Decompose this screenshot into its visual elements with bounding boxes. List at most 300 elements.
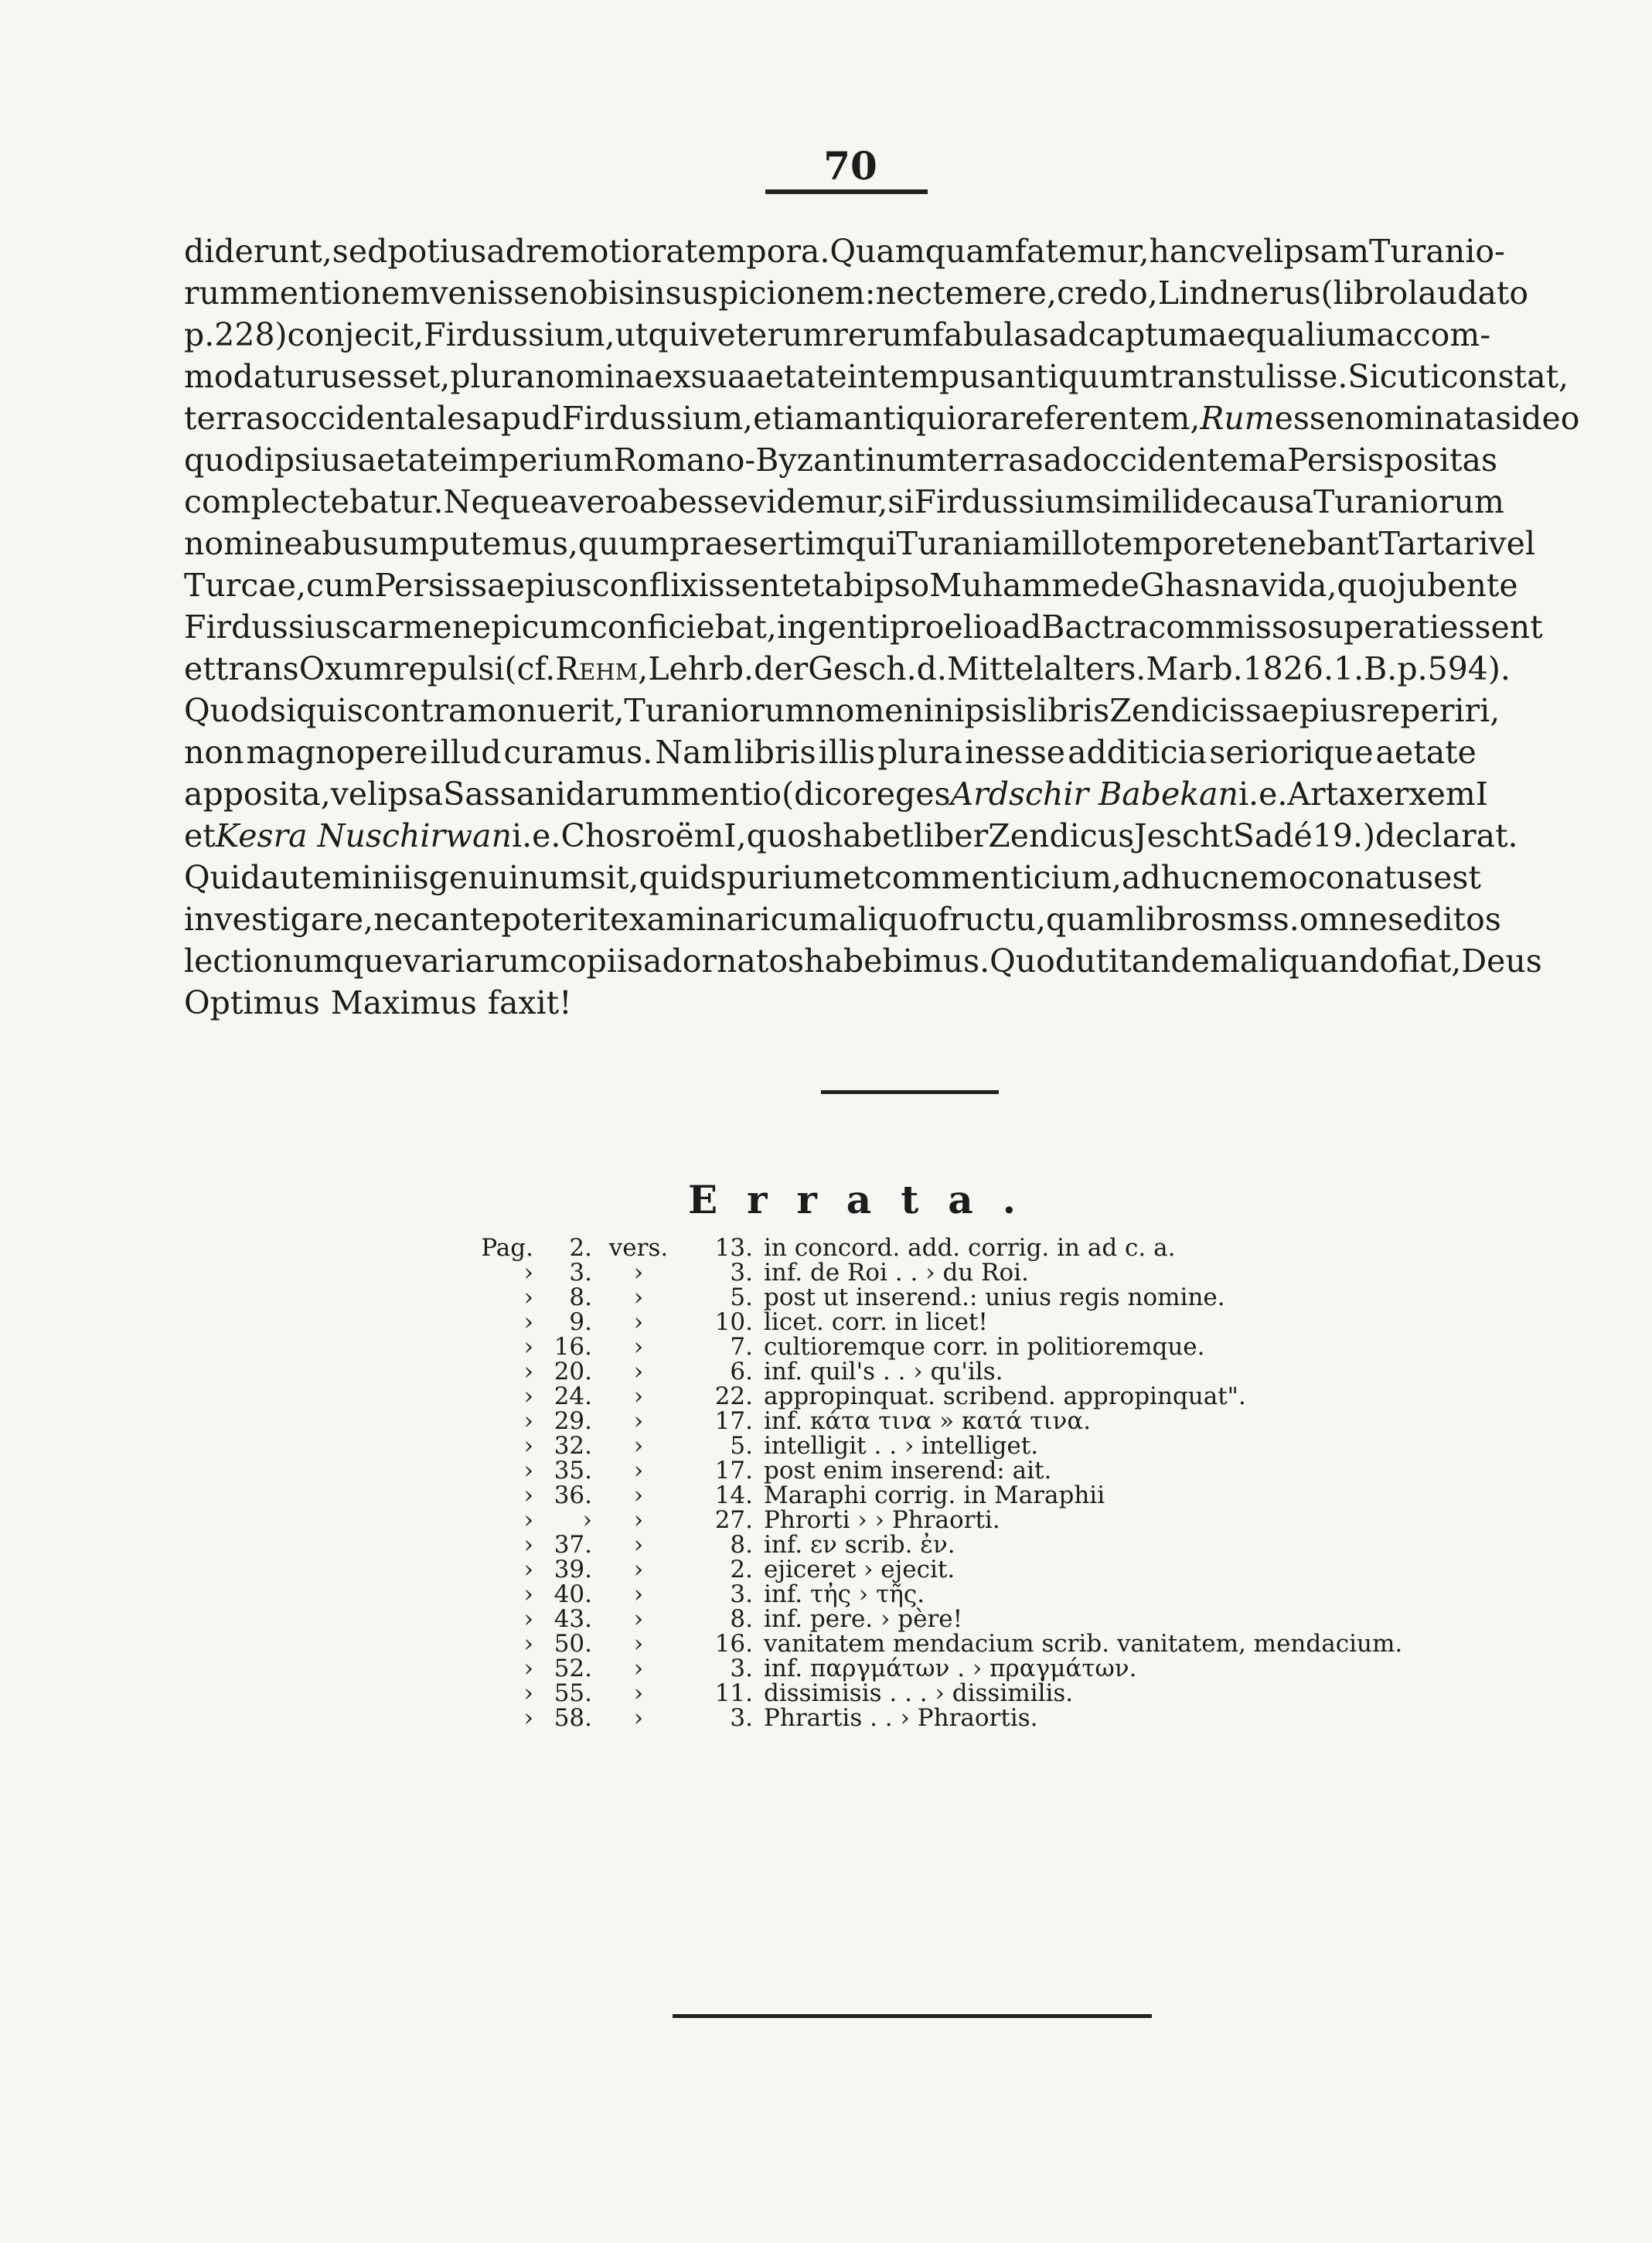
errata-row [441,1532,1402,1557]
errata-correction: intelligit . . › intelliget. [764,1432,1039,1460]
errata-page-label: › [523,1580,533,1608]
word: Tartari [1378,525,1489,562]
errata-verse-label: › [633,1283,644,1311]
errata-line-number: 3. [730,1704,753,1732]
errata-verse-label: › [633,1308,644,1336]
errata-page-number: 52. [554,1655,592,1682]
word: vel [330,776,378,813]
errata-page-number: 9. [569,1308,592,1336]
text-line [184,606,1543,648]
word: modaturus [184,358,358,395]
errata-correction: Phrorti › › Phraorti. [764,1506,1000,1534]
errata-verse-label: › [633,1457,644,1485]
errata-page-number: 35. [554,1457,592,1485]
word: quos [746,817,823,854]
errata-row [441,1631,1402,1656]
errata-verse-label: › [633,1679,644,1707]
word: qui [845,525,897,562]
errata-page-number: 58. [554,1704,592,1732]
text-line [184,439,1497,481]
word: iis [392,859,429,896]
word: terras [184,400,281,437]
errata-row [441,1236,1402,1260]
word: nec [373,901,431,938]
word: etiam [753,400,844,437]
word: der [754,650,809,687]
word: uti [1075,943,1119,980]
errata-verse-label: › [633,1531,644,1559]
word: Turaniorum [624,692,816,729]
word: liber [913,817,989,854]
word: 1. [1334,650,1364,687]
word: quis [296,692,363,729]
word: terras [946,441,1044,479]
word: conflixissent [591,567,793,604]
word: occidentem [1082,441,1269,479]
word: quod [184,441,264,479]
word: adornatos [643,943,805,980]
errata-correction: inf. κάτα τινα » κατά τινα. [764,1407,1092,1435]
word: fructu, [937,901,1046,938]
word: nomina [535,358,655,395]
word: Chosroëm [560,817,724,854]
errata-row [441,1384,1402,1409]
word: 19.) [1312,817,1375,854]
errata-page-label: › [523,1407,533,1435]
errata-correction: inf. τἠς › τῆς. [764,1580,925,1608]
word: spurium [710,859,843,896]
errata-row [441,1260,1402,1285]
errata-verse-label: › [633,1580,644,1608]
word: Sicuti [1347,358,1441,395]
word: quid [639,859,710,896]
word: carmen [351,608,473,646]
errata-correction: post ut inserend.: unius regis nomine. [764,1283,1225,1311]
word: seriorique [1209,734,1374,771]
errata-page-number: 3. [569,1259,592,1287]
errata-page-label: › [523,1630,533,1658]
errata-row [441,1409,1402,1433]
word: credo, [1056,274,1158,312]
word: (cf. [504,650,556,687]
word: superati [1306,608,1440,646]
word: vero [568,483,639,520]
errata-page-label: › [523,1333,533,1361]
word: transtulisse. [1149,358,1348,395]
errata-heading: Errata. [688,1177,1046,1222]
word: ingenti [776,608,890,646]
word: in [361,859,393,896]
word: copiis [549,943,644,980]
errata-page-number: 20. [554,1358,592,1386]
word: Firdussium, [561,400,754,437]
word: Quod [989,943,1076,980]
word: potius [387,233,487,270]
errata-line-number: 2. [730,1556,753,1583]
word: ipsam [1273,233,1370,270]
word: ex [654,358,691,395]
text-line [184,523,1536,564]
word: Lehrb. [648,650,754,687]
word: I, [724,817,747,854]
word: habet [823,817,914,854]
text-line [184,815,1518,857]
errata-row [441,1706,1402,1730]
errata-row [441,1656,1402,1681]
word: remotiora [526,233,685,270]
word: aetate [357,441,458,479]
word: reges [861,776,951,813]
word: occidentales [281,400,482,437]
errata-page-number: › [582,1506,592,1534]
errata-page-number: 2. [569,1234,592,1262]
errata-page-label: › [523,1679,533,1707]
word: Persis [374,567,472,604]
errata-line-number: 6. [730,1358,753,1386]
errata-page-label: › [523,1531,533,1559]
errata-correction: vanitatem mendacium scrib. vanitatem, mendacium. [764,1630,1403,1658]
word: Turaniam [896,525,1052,562]
word: si [887,483,915,520]
word: veterum [699,316,833,353]
word: simili [1095,483,1183,520]
word: reperiri, [1366,692,1500,729]
word: sua [690,358,747,395]
word: inesse [964,734,1066,771]
errata-line-number: 27. [714,1506,753,1534]
text-line [184,731,1477,773]
word: Nam [655,734,732,771]
word: aetate [1375,734,1477,771]
word: faxit! [487,984,572,1021]
text-line [184,481,1504,523]
errata-page-label: › [523,1382,533,1410]
errata-verse-label: › [633,1655,644,1682]
word: in [846,358,878,395]
word: additicia [1068,734,1207,771]
errata-correction: inf. εν scrib. ἐν. [764,1531,955,1559]
word: conficiebat, [589,608,777,646]
word: Jescht [1134,817,1233,854]
errata-correction: inf. pere. › père! [764,1605,963,1633]
word: Quamquam [829,233,1015,270]
page-number-rule [765,189,928,194]
word: (libro [1320,274,1408,312]
errata-page-number: 50. [554,1630,592,1658]
word: Persis [1287,441,1384,479]
word: p. [1397,650,1428,687]
errata-line-number: 3. [730,1655,753,1682]
errata-verse-label: › [633,1605,644,1633]
word: Zendicus [988,817,1135,854]
word: fatemur, [1014,233,1150,270]
word: temere, [932,274,1057,312]
errata-verse-label: › [633,1432,644,1460]
word: Ghasnavida, [1139,567,1337,604]
errata-row [441,1433,1402,1458]
bottom-divider [673,2014,1152,2018]
word: Quodsi [184,692,297,729]
word: i. [512,817,533,854]
word: Oxum [298,650,393,687]
word: Zendicis [1109,692,1245,729]
word: sit, [589,859,639,896]
errata-line-number: 3. [730,1259,753,1287]
word: quam [1045,901,1136,938]
errata-page-number: 40. [554,1580,592,1608]
word: in [923,692,955,729]
word: esset, [357,358,451,395]
errata-correction: cultioremque corr. in politioremque. [764,1333,1205,1361]
word: et [184,817,216,854]
errata-line-number: 8. [730,1605,753,1633]
errata-correction: inf. de Roi . . › du Roi. [764,1259,1029,1287]
word: fabulas [932,316,1049,353]
word: monuerit, [467,692,625,729]
errata-row [441,1335,1402,1359]
errata-line-number: 22. [714,1382,753,1410]
errata-verse-label: › [633,1481,644,1509]
errata-page-number: 55. [554,1679,592,1707]
section-divider [821,1090,999,1094]
word: p. [184,316,215,353]
word: Firdussius [184,608,352,646]
word: complectebatur. [184,483,444,520]
errata-page-label: › [523,1358,533,1386]
errata-row [441,1458,1402,1483]
word: genuinum [428,859,590,896]
errata-correction: licet. corr. in licet! [764,1308,988,1336]
word: essent [1439,608,1543,646]
word: d. [916,650,947,687]
text-line [184,648,1511,690]
word: constat, [1440,358,1569,395]
errata-correction: inf. quil's . . › qu'ils. [764,1358,1003,1386]
word: Ardschir Babekan [950,776,1238,813]
word: diderunt, [184,233,332,270]
word: commisso [1148,608,1307,646]
word: epicum [472,608,590,646]
errata-line-number: 5. [730,1283,753,1311]
page-number: 70 [823,143,877,189]
errata-correction: ejiceret › ejecit. [764,1556,955,1583]
word: in [635,274,666,312]
word: nominatas [1344,400,1512,437]
errata-verse-label: › [633,1358,644,1386]
errata-page-number: 39. [554,1556,592,1583]
word: illud [430,734,502,771]
text-line [184,940,1542,982]
word: tempore [1101,525,1236,562]
errata-page-label: › [523,1506,533,1534]
word: Rehm, [555,650,649,687]
word: rum [184,274,250,312]
errata-row [441,1607,1402,1631]
errata-row [441,1285,1402,1310]
word: ad [1048,316,1088,353]
word: rerum [833,316,932,353]
word: tandem [1119,943,1240,980]
word: omnes [1299,901,1405,938]
word: B. [1364,650,1398,687]
errata-line-number: 7. [730,1333,753,1361]
errata-verse-label: › [633,1556,644,1583]
word: libris [1027,692,1110,729]
errata-table [441,1236,1402,1730]
word: Muhammede [929,567,1139,604]
errata-verse-label: › [633,1382,644,1410]
word: Turcae, [184,567,307,604]
word: magnopere [246,734,428,771]
errata-verse-label: › [633,1259,644,1287]
errata-correction: Phrartis . . › Phraortis. [764,1704,1038,1732]
text-line [184,690,1500,731]
text-line [184,773,1488,815]
word: ut [615,316,649,353]
errata-page-label: › [523,1457,533,1485]
word: abusum [302,525,430,562]
word: tenebant [1235,525,1379,562]
word: apud [482,400,562,437]
word: fiat, [1398,943,1462,980]
word: saepius [471,567,592,604]
word: adhuc [1121,859,1220,896]
errata-page-label: › [523,1655,533,1682]
errata-row [441,1582,1402,1607]
word: Deus [1461,943,1542,980]
errata-verse-label: › [633,1333,644,1361]
word: i. [1238,776,1259,813]
word: plura [450,358,536,395]
word: ipsis [954,692,1027,729]
word: illis [818,734,876,771]
text-line [184,356,1569,397]
word: non [184,734,244,771]
text-line [184,397,1580,439]
errata-verse-label: › [633,1630,644,1658]
word: videmur, [748,483,888,520]
word: Lindnerus [1157,274,1321,312]
errata-correction: in concord. add. corrig. in ad c. a. [764,1234,1176,1262]
word: ad [1043,441,1083,479]
word: habebimus. [804,943,990,980]
word: examinari [610,901,771,938]
errata-line-number: 10. [714,1308,753,1336]
word: causa [1221,483,1313,520]
word: Gesch. [808,650,917,687]
word: captum [1088,316,1208,353]
word: ante [430,901,502,938]
errata-line-number: 13. [714,1234,753,1262]
word: Marb. [1146,650,1243,687]
errata-page-number: 43. [554,1605,592,1633]
word: tempora. [684,233,830,270]
word: repulsi [393,650,505,687]
word: Artaxerxem [1287,776,1476,813]
word: Turanio- [1369,233,1505,270]
word: proelio [889,608,1003,646]
word: est [1433,859,1481,896]
word: accom- [1376,316,1491,353]
word: 594). [1427,650,1511,687]
errata-line-number: 14. [714,1481,753,1509]
word: Maximus [330,984,477,1021]
errata-line-number: 11. [714,1679,753,1707]
errata-page-label: › [523,1556,533,1583]
word: aliquando [1239,943,1398,980]
word: mentio [670,776,782,813]
word: 1826. [1242,650,1334,687]
word: Romano-Byzantinum [613,441,947,479]
text-line [184,272,1529,314]
word: cum [770,901,839,938]
word: Turaniorum [1313,483,1504,520]
word: variarum [403,943,550,980]
word: e. [532,817,561,854]
word: lectionumque [184,943,404,980]
word: e. [1259,776,1288,813]
word: Sadé [1232,817,1313,854]
word: sed [332,233,388,270]
word: vel [1488,525,1536,562]
word: poterit [501,901,611,938]
word: putemus, [429,525,578,562]
word: illo [1051,525,1102,562]
word: editos [1404,901,1501,938]
word: curamus. [503,734,653,771]
word: praesertim [669,525,846,562]
errata-correction: inf. παργμάτων . › πραγμάτων. [764,1655,1137,1682]
errata-verse-label: › [633,1407,644,1435]
errata-correction: appropinquat. scribend. appropinquat". [764,1382,1246,1410]
word: conatus [1307,859,1434,896]
word: autem [261,859,362,896]
word: plura [877,734,962,771]
word: a [1268,441,1288,479]
errata-page-number: 29. [554,1407,592,1435]
errata-row [441,1508,1402,1532]
word: nomen [815,692,924,729]
word: commenticium, [874,859,1122,896]
word: venisse [430,274,549,312]
errata-line-number: 17. [714,1407,753,1435]
errata-page-number: 36. [554,1481,592,1509]
text-line [184,857,1481,898]
word: hanc [1149,233,1227,270]
errata-page-number: 37. [554,1531,592,1559]
word: aliquo [838,901,938,938]
errata-verse-label: › [633,1506,644,1534]
word: nomine [184,525,303,562]
errata-line-number: 16. [714,1630,753,1658]
errata-verse-label: vers. [608,1234,669,1262]
word: de [1182,483,1221,520]
errata-page-number: 32. [554,1432,592,1460]
word: (dico [782,776,862,813]
word: Firdussium, [424,316,615,353]
word: antiquum [996,358,1150,395]
word: aetate [746,358,847,395]
word: Firdussium [914,483,1095,520]
word: Mittelalters. [946,650,1146,687]
word: nemo [1219,859,1308,896]
word: mentionem [249,274,431,312]
word: esse [1274,400,1345,437]
word: referentem, [1010,400,1201,437]
text-line [184,898,1501,940]
errata-page-number: 8. [569,1283,592,1311]
word: Neque [443,483,550,520]
